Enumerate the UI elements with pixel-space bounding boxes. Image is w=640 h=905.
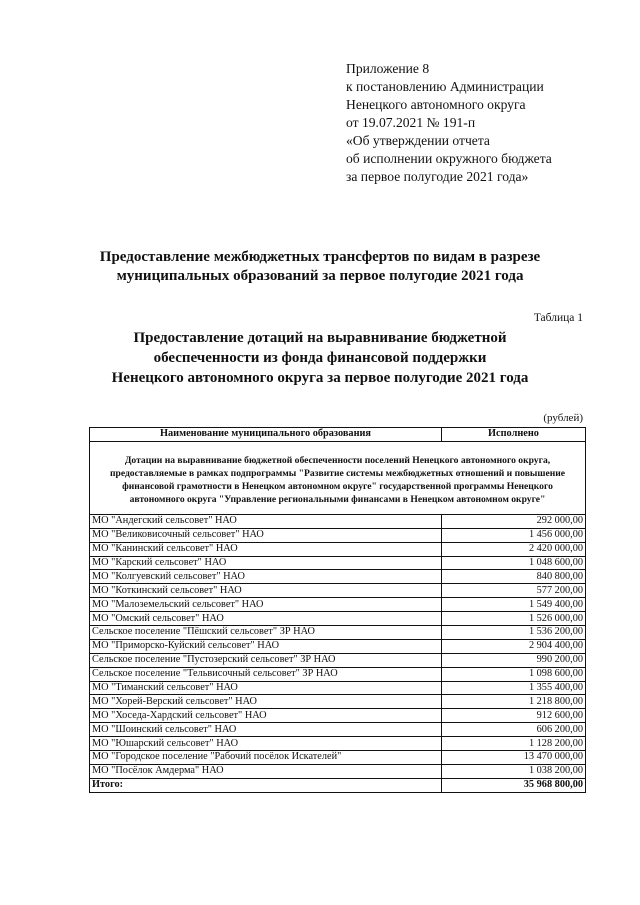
table-row	[90, 542, 586, 556]
executed-amount: 2 420 000,00	[442, 542, 586, 556]
executed-amount: 1 536 200,00	[442, 626, 586, 640]
table-title	[60, 328, 580, 388]
executed-amount: 840 800,00	[442, 570, 586, 584]
table-row	[90, 570, 586, 584]
table-description-row	[90, 441, 586, 514]
total-label: Итого:	[90, 778, 442, 792]
municipality-name: МО "Карский сельсовет" НАО	[90, 556, 442, 570]
approval-line: об исполнении окружного бюджета	[346, 151, 552, 166]
municipality-name: МО "Посёлок Амдерма" НАО	[90, 764, 442, 778]
approval-line: «Об утверждении отчета	[346, 133, 490, 148]
executed-amount: 912 600,00	[442, 709, 586, 723]
document-title-line: Предоставление межбюджетных трансфертов по видам в разрезе	[99, 249, 541, 265]
municipality-name: Сельское поселение "Пёшский сельсовет" ЗР НАО	[90, 626, 442, 640]
table-row	[90, 612, 586, 626]
executed-amount: 1 526 000,00	[442, 612, 586, 626]
municipality-name: Сельское поселение "Пустозерский сельсовет" ЗР НАО	[90, 653, 442, 667]
municipality-name: МО "Шоинский сельсовет" НАО	[90, 723, 442, 737]
municipality-name: МО "Малоземельский сельсовет" НАО	[90, 598, 442, 612]
municipality-name: МО "Омский сельсовет" НАО	[90, 612, 442, 626]
executed-amount: 1 048 600,00	[442, 556, 586, 570]
executed-amount: 1 128 200,00	[442, 737, 586, 751]
executed-amount: 1 549 400,00	[442, 598, 586, 612]
table-row	[90, 681, 586, 695]
approval-line: за первое полугодие 2021 года»	[346, 169, 529, 184]
table-row	[90, 695, 586, 709]
table-row	[90, 598, 586, 612]
executed-amount: 990 200,00	[442, 653, 586, 667]
table-row	[90, 528, 586, 542]
table-row	[90, 709, 586, 723]
municipality-name: МО "Тиманский сельсовет" НАО	[90, 681, 442, 695]
municipality-name: МО "Юшарский сельсовет" НАО	[90, 737, 442, 751]
table-row	[90, 737, 586, 751]
total-amount: 35 968 800,00	[442, 778, 586, 792]
executed-amount: 13 470 000,00	[442, 751, 586, 765]
approval-line: к постановлению Администрации	[346, 79, 544, 94]
municipality-name: Сельское поселение "Тельвисочный сельсовет" ЗР НАО	[90, 667, 442, 681]
transfers-table	[89, 427, 586, 793]
table-title-line: Предоставление дотаций на выравнивание бюджетной	[133, 330, 507, 346]
executed-amount: 1 355 400,00	[442, 681, 586, 695]
table-title-line: обеспеченности из фонда финансовой поддержки	[153, 350, 487, 366]
table-row	[90, 584, 586, 598]
municipality-name: МО "Приморско-Куйский сельсовет" НАО	[90, 639, 442, 653]
document-title-line: муниципальных образований за первое полугодие 2021 года	[116, 268, 524, 284]
approval-block	[346, 60, 626, 186]
approval-line: Ненецкого автономного округа	[346, 97, 526, 112]
header-executed: Исполнено	[442, 428, 586, 442]
table-row	[90, 667, 586, 681]
municipality-name: МО "Коткинский сельсовет" НАО	[90, 584, 442, 598]
table-row	[90, 556, 586, 570]
table-row	[90, 639, 586, 653]
approval-line: Приложение 8	[346, 61, 430, 76]
municipality-name: МО "Хорей-Верский сельсовет" НАО	[90, 695, 442, 709]
table-total-row	[90, 778, 586, 792]
table-row	[90, 723, 586, 737]
approval-line: от 19.07.2021 № 191-п	[346, 115, 476, 130]
municipality-name: МО "Хоседа-Хардский сельсовет" НАО	[90, 709, 442, 723]
table-title-line: Ненецкого автономного округа за первое полугодие 2021 года	[111, 370, 529, 386]
table-row	[90, 626, 586, 640]
executed-amount: 1 456 000,00	[442, 528, 586, 542]
executed-amount: 606 200,00	[442, 723, 586, 737]
executed-amount: 292 000,00	[442, 514, 586, 528]
municipality-name: МО "Андегский сельсовет" НАО	[90, 514, 442, 528]
table-row	[90, 514, 586, 528]
municipality-name: МО "Колгуевский сельсовет" НАО	[90, 570, 442, 584]
document-title	[60, 248, 580, 286]
header-municipality: Наименование муниципального образования	[90, 428, 442, 442]
executed-amount: 1 038 200,00	[442, 764, 586, 778]
executed-amount: 577 200,00	[442, 584, 586, 598]
table-header-row	[90, 428, 586, 442]
units-label: (рублей)	[543, 412, 583, 424]
table-row	[90, 764, 586, 778]
executed-amount: 1 218 800,00	[442, 695, 586, 709]
municipality-name: МО "Канинский сельсовет" НАО	[90, 542, 442, 556]
table-row	[90, 751, 586, 765]
executed-amount: 2 904 400,00	[442, 639, 586, 653]
table-description: Дотации на выравнивание бюджетной обеспеченности поселений Ненецкого автономного округа, предоставляемые в рамках подпрограммы "Развитие системы межбюджетных отношений и повышение финансовой грамотности в Ненецком автономном округе" государственной программы Ненецкого автономного округа "Управление региональными финансами в Ненецком автономном округе"	[90, 441, 586, 514]
table-number-label: Таблица 1	[533, 312, 583, 324]
table-row	[90, 653, 586, 667]
municipality-name: МО "Городское поселение "Рабочий посёлок Искателей"	[90, 751, 442, 765]
executed-amount: 1 098 600,00	[442, 667, 586, 681]
municipality-name: МО "Великовисочный сельсовет" НАО	[90, 528, 442, 542]
